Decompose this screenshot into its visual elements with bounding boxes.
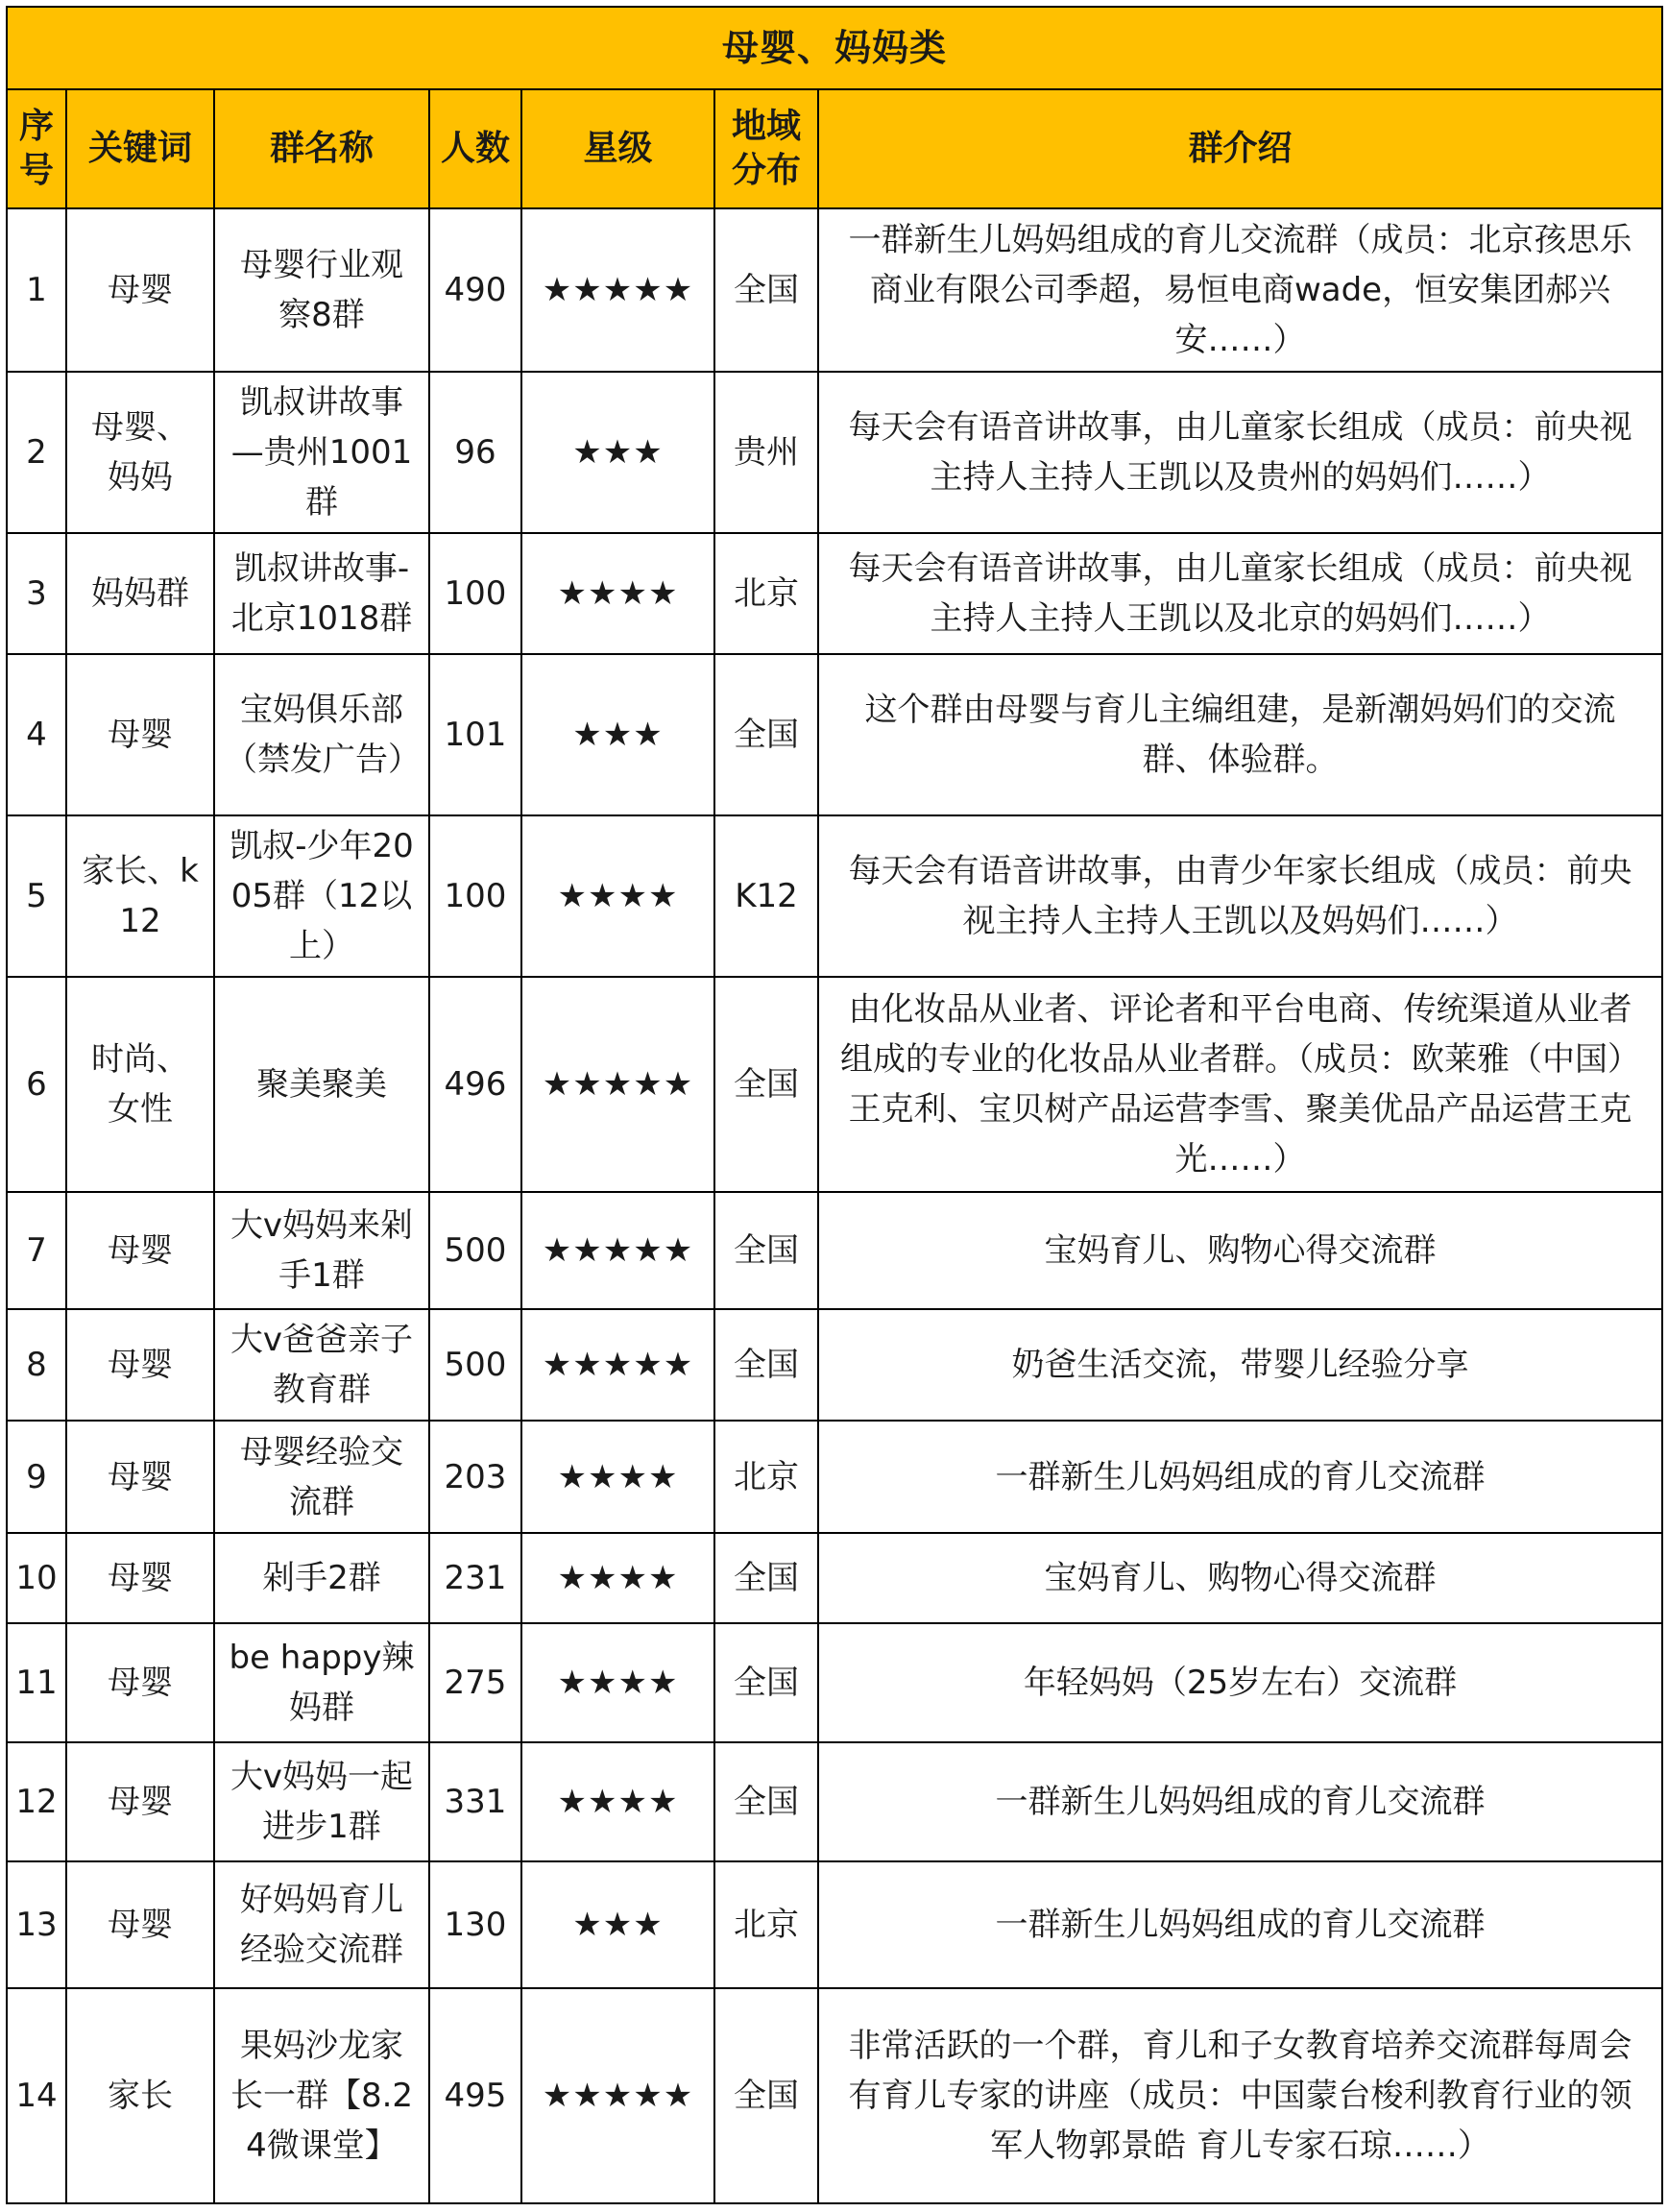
cell-keyword: 家长 <box>66 1988 214 2203</box>
cell-keyword: 母婴 <box>66 654 214 815</box>
cell-intro: 奶爸生活交流，带婴儿经验分享 <box>818 1309 1662 1421</box>
cell-count: 496 <box>429 977 521 1192</box>
table-row <box>7 372 1662 533</box>
cell-count: 100 <box>429 533 521 654</box>
cell-region: 全国 <box>714 1309 818 1421</box>
header-count: 人数 <box>429 89 521 208</box>
cell-count: 100 <box>429 815 521 977</box>
cell-keyword: 母婴、妈妈 <box>66 372 214 533</box>
table-row <box>7 815 1662 977</box>
header-keyword: 关键词 <box>66 89 214 208</box>
table-row <box>7 654 1662 815</box>
header-stars: 星级 <box>521 89 714 208</box>
header-intro: 群介绍 <box>818 89 1662 208</box>
cell-stars: ★★★★ <box>521 1742 714 1861</box>
cell-region: 北京 <box>714 1861 818 1988</box>
cell-name: 母婴经验交流群 <box>214 1421 429 1533</box>
header-region <box>714 89 818 208</box>
cell-stars: ★★★★★ <box>521 1192 714 1309</box>
header-index-line1: 序 <box>18 107 54 146</box>
cell-keyword: 母婴 <box>66 1742 214 1861</box>
cell-index: 3 <box>7 533 66 654</box>
cell-region: 北京 <box>714 1421 818 1533</box>
cell-keyword: 母婴 <box>66 1309 214 1421</box>
cell-stars: ★★★★★ <box>521 1309 714 1421</box>
cell-stars: ★★★★★ <box>521 977 714 1192</box>
cell-name: 聚美聚美 <box>214 977 429 1192</box>
cell-region: 全国 <box>714 1623 818 1742</box>
cell-region: K12 <box>714 815 818 977</box>
cell-index: 6 <box>7 977 66 1192</box>
cell-name: 母婴行业观察8群 <box>214 208 429 372</box>
cell-name: 凯叔-少年2005群（12以上） <box>214 815 429 977</box>
cell-index: 5 <box>7 815 66 977</box>
cell-index: 9 <box>7 1421 66 1533</box>
cell-name: 大v妈妈来剁手1群 <box>214 1192 429 1309</box>
cell-stars: ★★★★ <box>521 1533 714 1623</box>
cell-stars: ★★★★★ <box>521 208 714 372</box>
table-row <box>7 533 1662 654</box>
cell-name: be happy辣妈群 <box>214 1623 429 1742</box>
table-row <box>7 1192 1662 1309</box>
header-index-line2: 号 <box>18 151 54 190</box>
cell-stars: ★★★★ <box>521 815 714 977</box>
cell-count: 500 <box>429 1192 521 1309</box>
cell-region: 全国 <box>714 1988 818 2203</box>
table-row <box>7 977 1662 1192</box>
cell-index: 12 <box>7 1742 66 1861</box>
cell-intro: 宝妈育儿、购物心得交流群 <box>818 1533 1662 1623</box>
cell-name: 宝妈俱乐部（禁发广告） <box>214 654 429 815</box>
cell-name: 剁手2群 <box>214 1533 429 1623</box>
cell-region: 北京 <box>714 533 818 654</box>
header-index <box>7 89 66 208</box>
table-row <box>7 1533 1662 1623</box>
cell-index: 4 <box>7 654 66 815</box>
cell-index: 13 <box>7 1861 66 1988</box>
header-region-line1: 地域 <box>731 107 801 146</box>
cell-name: 凯叔讲故事-北京1018群 <box>214 533 429 654</box>
cell-region: 全国 <box>714 1533 818 1623</box>
cell-stars: ★★★ <box>521 654 714 815</box>
cell-intro: 每天会有语音讲故事，由儿童家长组成（成员：前央视主持人主持人王凯以及贵州的妈妈们……） <box>818 372 1662 533</box>
cell-region: 全国 <box>714 977 818 1192</box>
cell-keyword: 母婴 <box>66 1421 214 1533</box>
cell-region: 贵州 <box>714 372 818 533</box>
cell-intro: 这个群由母婴与育儿主编组建，是新潮妈妈们的交流群、体验群。 <box>818 654 1662 815</box>
cell-stars: ★★★★ <box>521 1421 714 1533</box>
cell-index: 1 <box>7 208 66 372</box>
cell-count: 495 <box>429 1988 521 2203</box>
cell-intro: 每天会有语音讲故事，由儿童家长组成（成员：前央视主持人主持人王凯以及北京的妈妈们……） <box>818 533 1662 654</box>
cell-index: 10 <box>7 1533 66 1623</box>
cell-count: 490 <box>429 208 521 372</box>
cell-region: 全国 <box>714 208 818 372</box>
cell-intro: 一群新生儿妈妈组成的育儿交流群 <box>818 1861 1662 1988</box>
cell-name: 大v妈妈一起进步1群 <box>214 1742 429 1861</box>
cell-count: 331 <box>429 1742 521 1861</box>
cell-keyword: 母婴 <box>66 1861 214 1988</box>
cell-index: 2 <box>7 372 66 533</box>
cell-index: 14 <box>7 1988 66 2203</box>
table-row <box>7 1861 1662 1988</box>
cell-index: 8 <box>7 1309 66 1421</box>
cell-keyword: 家长、k12 <box>66 815 214 977</box>
cell-intro: 每天会有语音讲故事，由青少年家长组成（成员：前央视主持人主持人王凯以及妈妈们……） <box>818 815 1662 977</box>
table-row <box>7 1988 1662 2203</box>
cell-region: 全国 <box>714 1742 818 1861</box>
cell-stars: ★★★ <box>521 372 714 533</box>
cell-index: 11 <box>7 1623 66 1742</box>
cell-keyword: 时尚、女性 <box>66 977 214 1192</box>
cell-name: 好妈妈育儿经验交流群 <box>214 1861 429 1988</box>
cell-keyword: 母婴 <box>66 1192 214 1309</box>
cell-stars: ★★★★ <box>521 533 714 654</box>
table-row <box>7 1742 1662 1861</box>
cell-intro: 由化妆品从业者、评论者和平台电商、传统渠道从业者组成的专业的化妆品从业者群。（成员：欧莱雅（中国）王克利、宝贝树产品运营李雪、聚美优品产品运营王克光……） <box>818 977 1662 1192</box>
cell-count: 500 <box>429 1309 521 1421</box>
table-row <box>7 208 1662 372</box>
cell-intro: 年轻妈妈（25岁左右）交流群 <box>818 1623 1662 1742</box>
cell-name: 果妈沙龙家长一群【8.24微课堂】 <box>214 1988 429 2203</box>
cell-name: 凯叔讲故事—贵州1001群 <box>214 372 429 533</box>
cell-intro: 宝妈育儿、购物心得交流群 <box>818 1192 1662 1309</box>
header-name: 群名称 <box>214 89 429 208</box>
cell-count: 275 <box>429 1623 521 1742</box>
cell-intro: 非常活跃的一个群，育儿和子女教育培养交流群每周会有育儿专家的讲座（成员：中国蒙台梭利教育行业的领军人物郭景皓 育儿专家石琼……） <box>818 1988 1662 2203</box>
cell-stars: ★★★★ <box>521 1623 714 1742</box>
cell-intro: 一群新生儿妈妈组成的育儿交流群（成员：北京孩思乐商业有限公司季超，易恒电商wade，恒安集团郝兴安……） <box>818 208 1662 372</box>
cell-index: 7 <box>7 1192 66 1309</box>
cell-keyword: 母婴 <box>66 1533 214 1623</box>
cell-keyword: 母婴 <box>66 1623 214 1742</box>
group-table <box>6 6 1663 2204</box>
cell-region: 全国 <box>714 1192 818 1309</box>
table-row <box>7 1421 1662 1533</box>
cell-count: 101 <box>429 654 521 815</box>
cell-count: 96 <box>429 372 521 533</box>
header-row <box>7 89 1662 208</box>
cell-region: 全国 <box>714 654 818 815</box>
cell-stars: ★★★★★ <box>521 1988 714 2203</box>
table-title: 母婴、妈妈类 <box>7 7 1662 89</box>
cell-count: 203 <box>429 1421 521 1533</box>
cell-count: 231 <box>429 1533 521 1623</box>
header-region-line2: 分布 <box>731 151 801 190</box>
table-container <box>6 6 1663 2204</box>
cell-intro: 一群新生儿妈妈组成的育儿交流群 <box>818 1421 1662 1533</box>
table-row <box>7 1309 1662 1421</box>
cell-keyword: 母婴 <box>66 208 214 372</box>
cell-count: 130 <box>429 1861 521 1988</box>
cell-stars: ★★★ <box>521 1861 714 1988</box>
cell-name: 大v爸爸亲子教育群 <box>214 1309 429 1421</box>
table-row <box>7 1623 1662 1742</box>
cell-intro: 一群新生儿妈妈组成的育儿交流群 <box>818 1742 1662 1861</box>
cell-keyword: 妈妈群 <box>66 533 214 654</box>
